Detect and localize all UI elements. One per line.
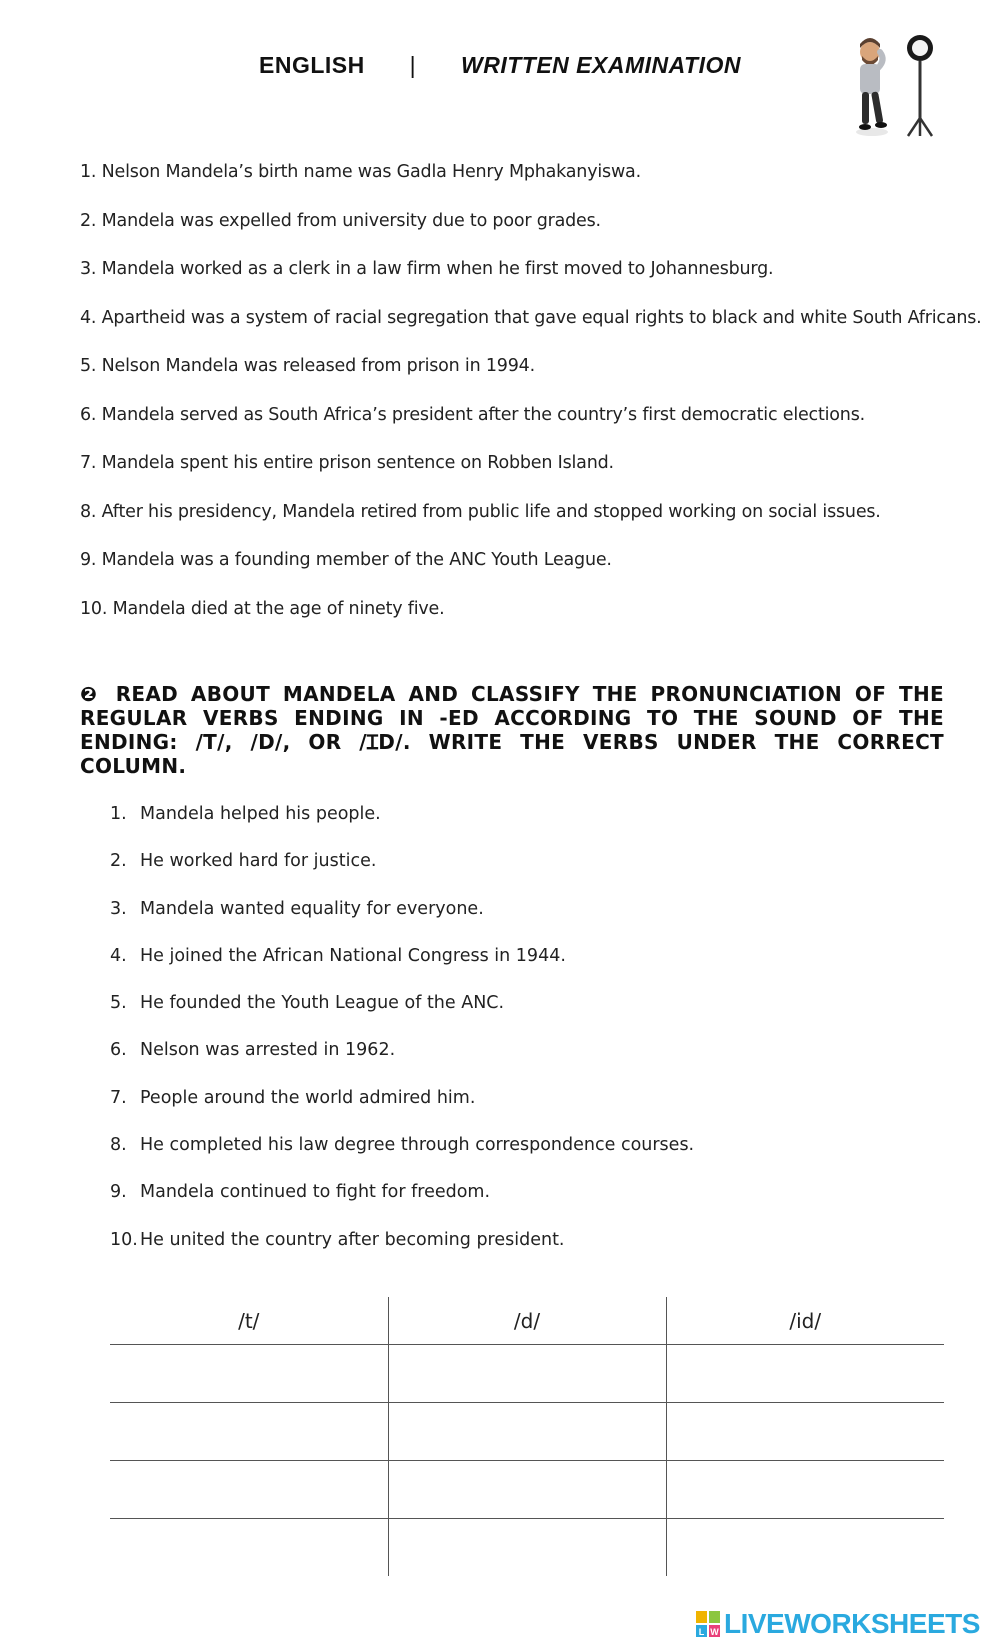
sentence-text: People around the world admired him. bbox=[140, 1087, 476, 1108]
sentence-item bbox=[110, 849, 910, 896]
statement-item: 9. Mandela was a founding member of the ANC Youth League. bbox=[80, 550, 612, 570]
column-header-t: /t/ bbox=[238, 1308, 260, 1333]
sentence-number: 2. bbox=[110, 851, 127, 872]
sentence-text: He worked hard for justice. bbox=[140, 851, 377, 872]
sentence-item bbox=[110, 1086, 910, 1133]
sentence-text: Mandela helped his people. bbox=[140, 804, 381, 824]
statement-item: 7. Mandela spent his entire prison sentence on Robben Island. bbox=[80, 453, 614, 473]
answer-cell-t[interactable] bbox=[110, 1519, 388, 1577]
answer-cell-d[interactable] bbox=[388, 1345, 666, 1403]
liveworksheets-brand bbox=[696, 1609, 980, 1639]
avatar-ring-light-illustration bbox=[840, 30, 950, 140]
answer-cell-d[interactable] bbox=[388, 1519, 666, 1577]
subject-title: ENGLISH bbox=[259, 52, 365, 78]
sentence-number: 1. bbox=[110, 804, 127, 824]
sentence-text: Mandela continued to fight for freedom. bbox=[140, 1182, 491, 1203]
sentence-item bbox=[110, 1133, 910, 1180]
statement-item: 5. Nelson Mandela was released from prison in 1994. bbox=[80, 356, 535, 376]
brand-name: LIVEWORKSHEETS bbox=[724, 1608, 980, 1639]
sentence-item bbox=[110, 897, 910, 944]
sentence-item bbox=[110, 1228, 910, 1275]
answer-cell-id[interactable] bbox=[666, 1403, 944, 1461]
verb-classification-table bbox=[110, 1297, 944, 1576]
sentence-item bbox=[110, 1180, 910, 1227]
exam-title: WRITTEN EXAMINATION bbox=[461, 52, 741, 78]
table-row bbox=[110, 1345, 944, 1403]
table-row bbox=[110, 1519, 944, 1577]
statement-item: 1. Nelson Mandela’s birth name was Gadla Henry Mphakanyiswa. bbox=[80, 162, 641, 182]
statement-item: 3. Mandela worked as a clerk in a law firm when he first moved to Johannesburg. bbox=[80, 259, 774, 279]
liveworksheets-logo-icon bbox=[696, 1611, 720, 1637]
statements-list bbox=[80, 160, 982, 645]
sentence-item bbox=[110, 1038, 910, 1085]
sentence-item bbox=[110, 991, 910, 1038]
sentence-text: He united the country after becoming president. bbox=[140, 1229, 565, 1250]
header-separator: | bbox=[409, 52, 417, 78]
sentence-number: 4. bbox=[110, 945, 127, 966]
sentences-list bbox=[110, 802, 910, 1275]
answer-cell-id[interactable] bbox=[666, 1345, 944, 1403]
sentence-number: 8. bbox=[110, 1135, 127, 1156]
table-row bbox=[110, 1403, 944, 1461]
sentence-number: 6. bbox=[110, 1040, 127, 1061]
statement-item: 2. Mandela was expelled from university due to poor grades. bbox=[80, 210, 601, 231]
statement-item: 4. Apartheid was a system of racial segregation that gave equal rights to black and white South Africans. bbox=[80, 307, 982, 328]
sentence-number: 9. bbox=[110, 1182, 127, 1203]
sentence-text: Mandela wanted equality for everyone. bbox=[140, 898, 484, 919]
sentence-text: He founded the Youth League of the ANC. bbox=[140, 993, 505, 1014]
sentence-text: Nelson was arrested in 1962. bbox=[140, 1040, 396, 1061]
statement-item: 10. Mandela died at the age of ninety five. bbox=[80, 598, 445, 619]
logo-letter-w: W bbox=[710, 1627, 719, 1637]
answer-cell-d[interactable] bbox=[388, 1461, 666, 1519]
answer-cell-t[interactable] bbox=[110, 1461, 388, 1519]
column-header-d: /d/ bbox=[388, 1297, 666, 1345]
sentence-number: 5. bbox=[110, 993, 127, 1014]
sentence-text: He joined the African National Congress in 1944. bbox=[140, 945, 566, 966]
sentence-number: 10. bbox=[110, 1229, 138, 1250]
logo-letter-l: L bbox=[698, 1627, 705, 1637]
column-header-id: /id/ bbox=[666, 1297, 944, 1345]
answer-cell-t[interactable] bbox=[110, 1403, 388, 1461]
answer-cell-id[interactable] bbox=[666, 1519, 944, 1577]
sentence-text: He completed his law degree through correspondence courses. bbox=[140, 1135, 695, 1156]
exercise-instruction: ❷ READ ABOUT MANDELA AND CLASSIFY THE PRONUNCIATION OF THE REGULAR VERBS ENDING IN -ED ACCORDING TO THE SOUND OF THE ENDING: /T/, /D/, OR /ꞮD/. WRITE THE VERBS UNDER THE CORRECT COLUMN. bbox=[80, 682, 944, 778]
statement-item: 8. After his presidency, Mandela retired from public life and stopped working on social issues. bbox=[80, 501, 881, 522]
answer-cell-id[interactable] bbox=[666, 1461, 944, 1519]
table-row bbox=[110, 1461, 944, 1519]
answer-cell-d[interactable] bbox=[388, 1403, 666, 1461]
statement-item: 6. Mandela served as South Africa’s president after the country’s first democratic elections. bbox=[80, 404, 865, 425]
sentence-number: 7. bbox=[110, 1087, 127, 1108]
sentence-item bbox=[110, 944, 910, 991]
sentence-item bbox=[110, 802, 910, 849]
answer-cell-t[interactable] bbox=[110, 1345, 388, 1403]
sentence-number: 3. bbox=[110, 898, 127, 919]
